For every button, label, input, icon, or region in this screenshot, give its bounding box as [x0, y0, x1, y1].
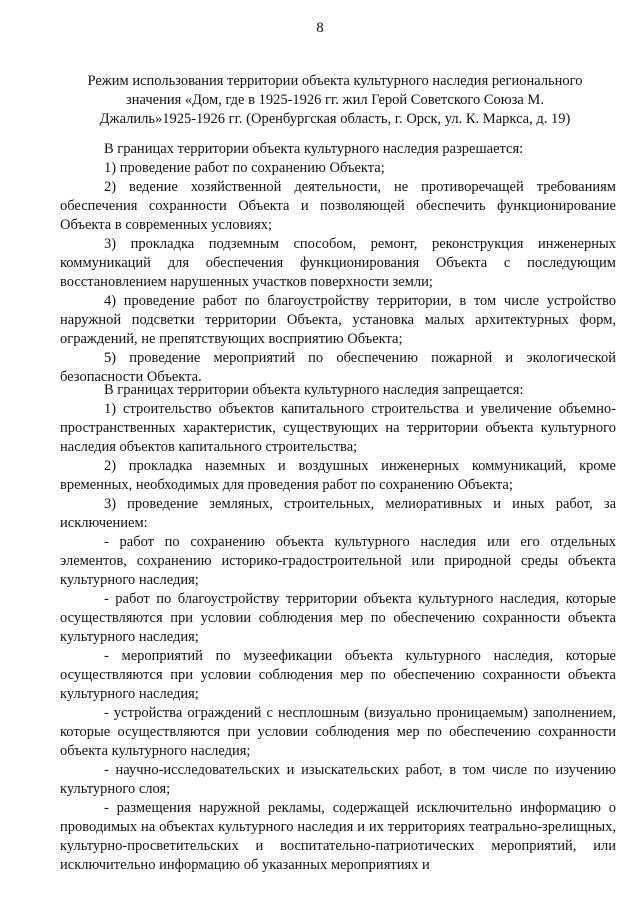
forbidden-item: - работ по благоустройству территории объекта культурного наследия, которые осуществляются при условии соблюдения мер по обеспечению сохранности объекта культурного наследия;	[60, 591, 616, 645]
page-number: 8	[316, 20, 324, 36]
allowed-item: 3) прокладка подземным способом, ремонт, реконструкция инженерных коммуникаций для обеспечения функционирования Объекта с последующим восстановлением нарушенных участков поверхности земли;	[60, 236, 616, 290]
forbidden-item: 3) проведение земляных, строительных, мелиоративных и иных работ, за исключением:	[60, 496, 616, 531]
allowed-item: 4) проведение работ по благоустройству территории, в том числе устройство наружной подсветки территории Объекта, установка малых архитектурных форм, ограждений, не препятствующих восприятию Объекта;	[60, 293, 616, 347]
allowed-heading: В границах территории объекта культурного наследия разрешается:	[104, 141, 524, 157]
forbidden-item: 2) прокладка наземных и воздушных инженерных коммуникаций, кроме временных, необходимых для проведения работ по сохранению Объекта;	[60, 458, 616, 493]
forbidden-item: - научно-исследовательских и изыскательских работ, в том числе по изучению культурного слоя;	[60, 762, 616, 797]
forbidden-item: - мероприятий по музеефикации объекта культурного наследия, которые осуществляются при условии соблюдения мер по обеспечению сохранности объекта культурного наследия;	[60, 648, 616, 702]
forbidden-section	[60, 381, 616, 875]
allowed-item: 2) ведение хозяйственной деятельности, не противоречащей требованиям обеспечения сохранности Объекта и позволяющей обеспечить функционирование Объекта в современных условиях;	[60, 179, 616, 233]
forbidden-item: - работ по сохранению объекта культурного наследия или его отдельных элементов, сохранению историко-градостроительной или природной среды объекта культурного наследия;	[60, 534, 616, 588]
forbidden-item: - устройства ограждений с несплошным (визуально проницаемым) заполнением, которые осуществляются при условии соблюдения мер по обеспечению сохранности объекта культурного наследия;	[60, 705, 616, 759]
forbidden-heading: В границах территории объекта культурного наследия запрещается:	[104, 382, 524, 398]
forbidden-item: - размещения наружной рекламы, содержащей исключительно информацию о проводимых на объектах культурного наследия и их территориях театрально-зрелищных, культурно-просветительских и воспитательно-патриотических мероприятий, или исключительно информацию об указанных мероприятиях и	[60, 800, 616, 873]
allowed-section	[60, 140, 616, 387]
allowed-item: 5) проведение мероприятий по обеспечению пожарной и экологической безопасности Объекта.	[60, 350, 616, 385]
document-title: Режим использования территории объекта культурного наследия регионального значения «Дом, где в 1925-1926 гг. жил Герой Советского Союза М. Джалиль»1925-1926 гг. (Оренбургская область, г. Орск, ул. К. Маркса, д. 19)	[87, 73, 583, 127]
allowed-item: 1) проведение работ по сохранению Объекта;	[104, 160, 385, 176]
forbidden-item: 1) строительство объектов капитального строительства и увеличение объемно-пространственных характеристик, существующих на территории объекта культурного наследия объектов капитального строительства;	[60, 401, 616, 455]
